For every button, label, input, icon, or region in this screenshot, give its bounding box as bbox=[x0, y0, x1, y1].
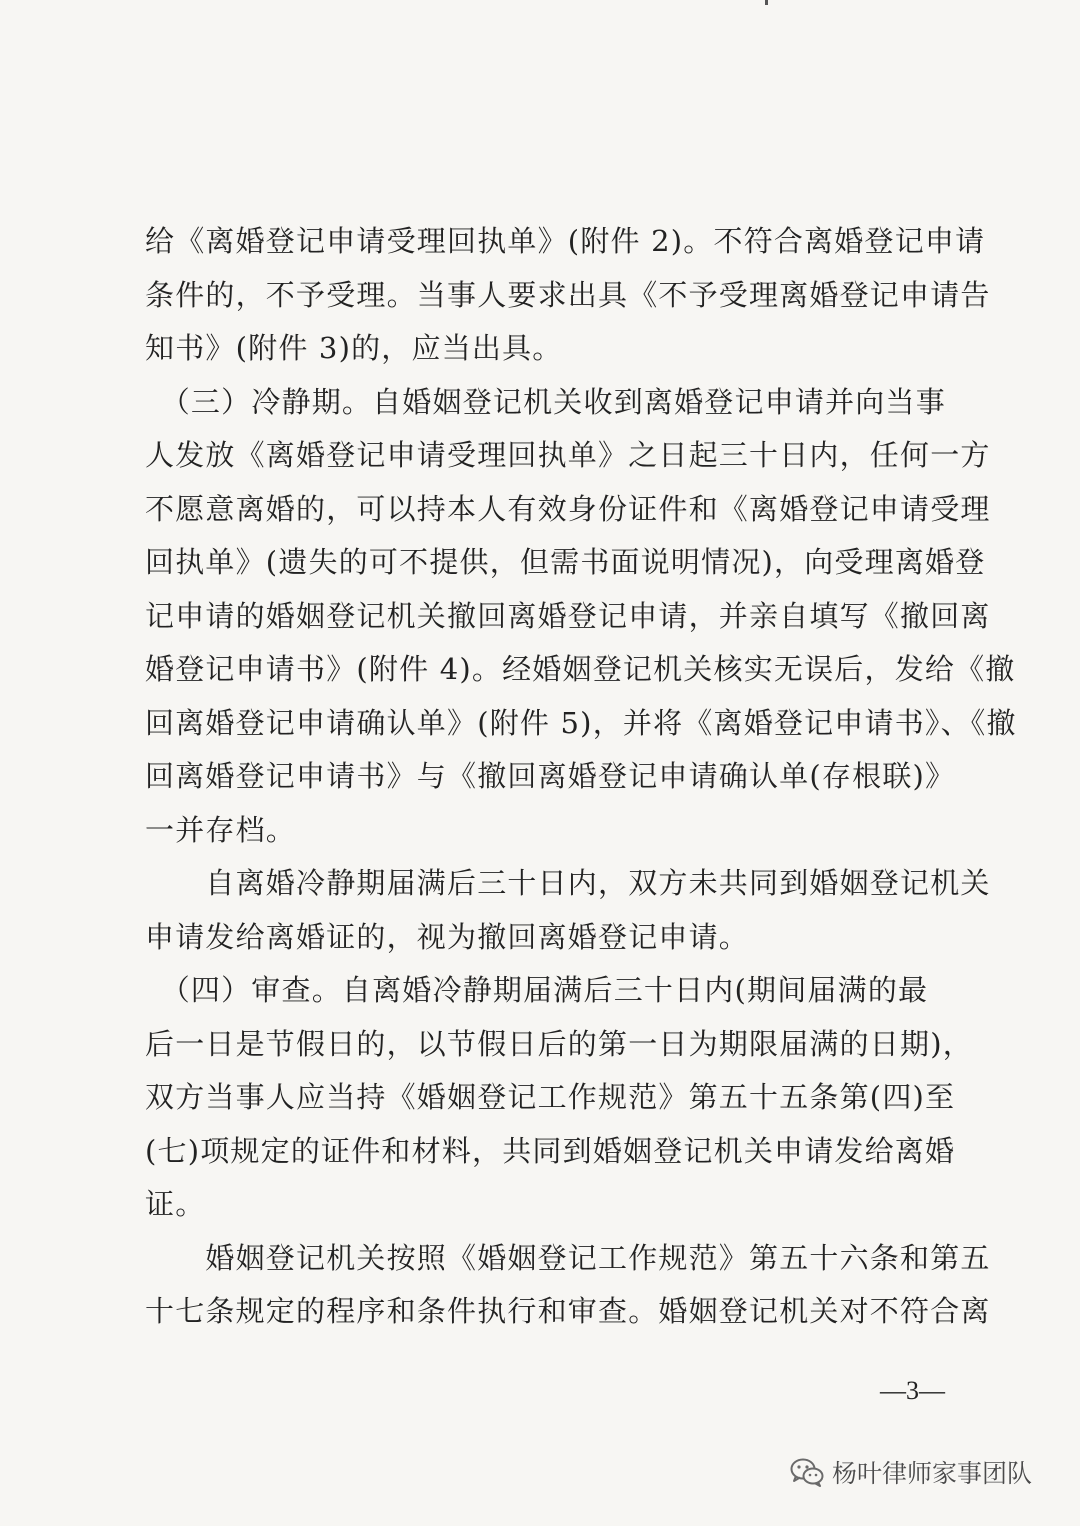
text-line: 回离婚登记申请书》与《撤回离婚登记申请确认单(存根联)》 bbox=[145, 759, 956, 793]
text-line: （四）审查。自离婚冷静期届满后三十日内(期间届满的最 bbox=[145, 973, 929, 1007]
text-line: 证。 bbox=[145, 1187, 206, 1221]
text-line: 条件的，不予受理。当事人要求出具《不予受理离婚登记申请告 bbox=[145, 277, 991, 312]
page-number: —3— bbox=[880, 1376, 945, 1405]
wechat-watermark bbox=[790, 1452, 1032, 1492]
text-line: 十七条规定的程序和条件执行和审查。婚姻登记机关对不符合离 bbox=[145, 1294, 991, 1328]
text-line: 双方当事人应当持《婚姻登记工作规范》第五十五条第(四)至 bbox=[145, 1080, 956, 1114]
text-line: 自离婚冷静期届满后三十日内，双方未共同到婚姻登记机关 bbox=[145, 866, 991, 900]
watermark-text: 杨叶律师家事团队 bbox=[832, 1459, 1033, 1488]
text-line: 给《离婚登记申请受理回执单》(附件 2)。不符合离婚登记申请 bbox=[145, 224, 986, 258]
document-body bbox=[145, 215, 1017, 1339]
scan-mark bbox=[765, 0, 768, 5]
text-line: 回执单》(遗失的可不提供，但需书面说明情况)，向受理离婚登 bbox=[145, 545, 986, 579]
text-line: 人发放《离婚登记申请受理回执单》之日起三十日内，任何一方 bbox=[145, 438, 991, 472]
text-line: （三）冷静期。自婚姻登记机关收到离婚登记申请并向当事 bbox=[145, 384, 946, 419]
text-line: 回离婚登记申请确认单》(附件 5)，并将《离婚登记申请书》、《撤 bbox=[145, 705, 1017, 740]
text-line: (七)项规定的证件和材料，共同到婚姻登记机关申请发给离婚 bbox=[145, 1133, 956, 1168]
text-line: 后一日是节假日的，以节假日后的第一日为期限届满的日期)， bbox=[145, 1026, 973, 1061]
text-line: 一并存档。 bbox=[145, 812, 297, 847]
text-line: 知书》(附件 3)的，应当出具。 bbox=[145, 331, 563, 365]
text-line: 婚姻登记机关按照《婚姻登记工作规范》第五十六条和第五 bbox=[145, 1240, 991, 1275]
wechat-icon bbox=[790, 1457, 824, 1487]
text-line: 记申请的婚姻登记机关撤回离婚登记申请，并亲自填写《撤回离 bbox=[145, 598, 991, 633]
text-line: 婚登记申请书》(附件 4)。经婚姻登记机关核实无误后，发给《撤 bbox=[145, 652, 1016, 686]
text-line: 不愿意离婚的，可以持本人有效身份证件和《离婚登记申请受理 bbox=[145, 491, 991, 526]
text-line: 申请发给离婚证的，视为撤回离婚登记申请。 bbox=[145, 919, 750, 954]
